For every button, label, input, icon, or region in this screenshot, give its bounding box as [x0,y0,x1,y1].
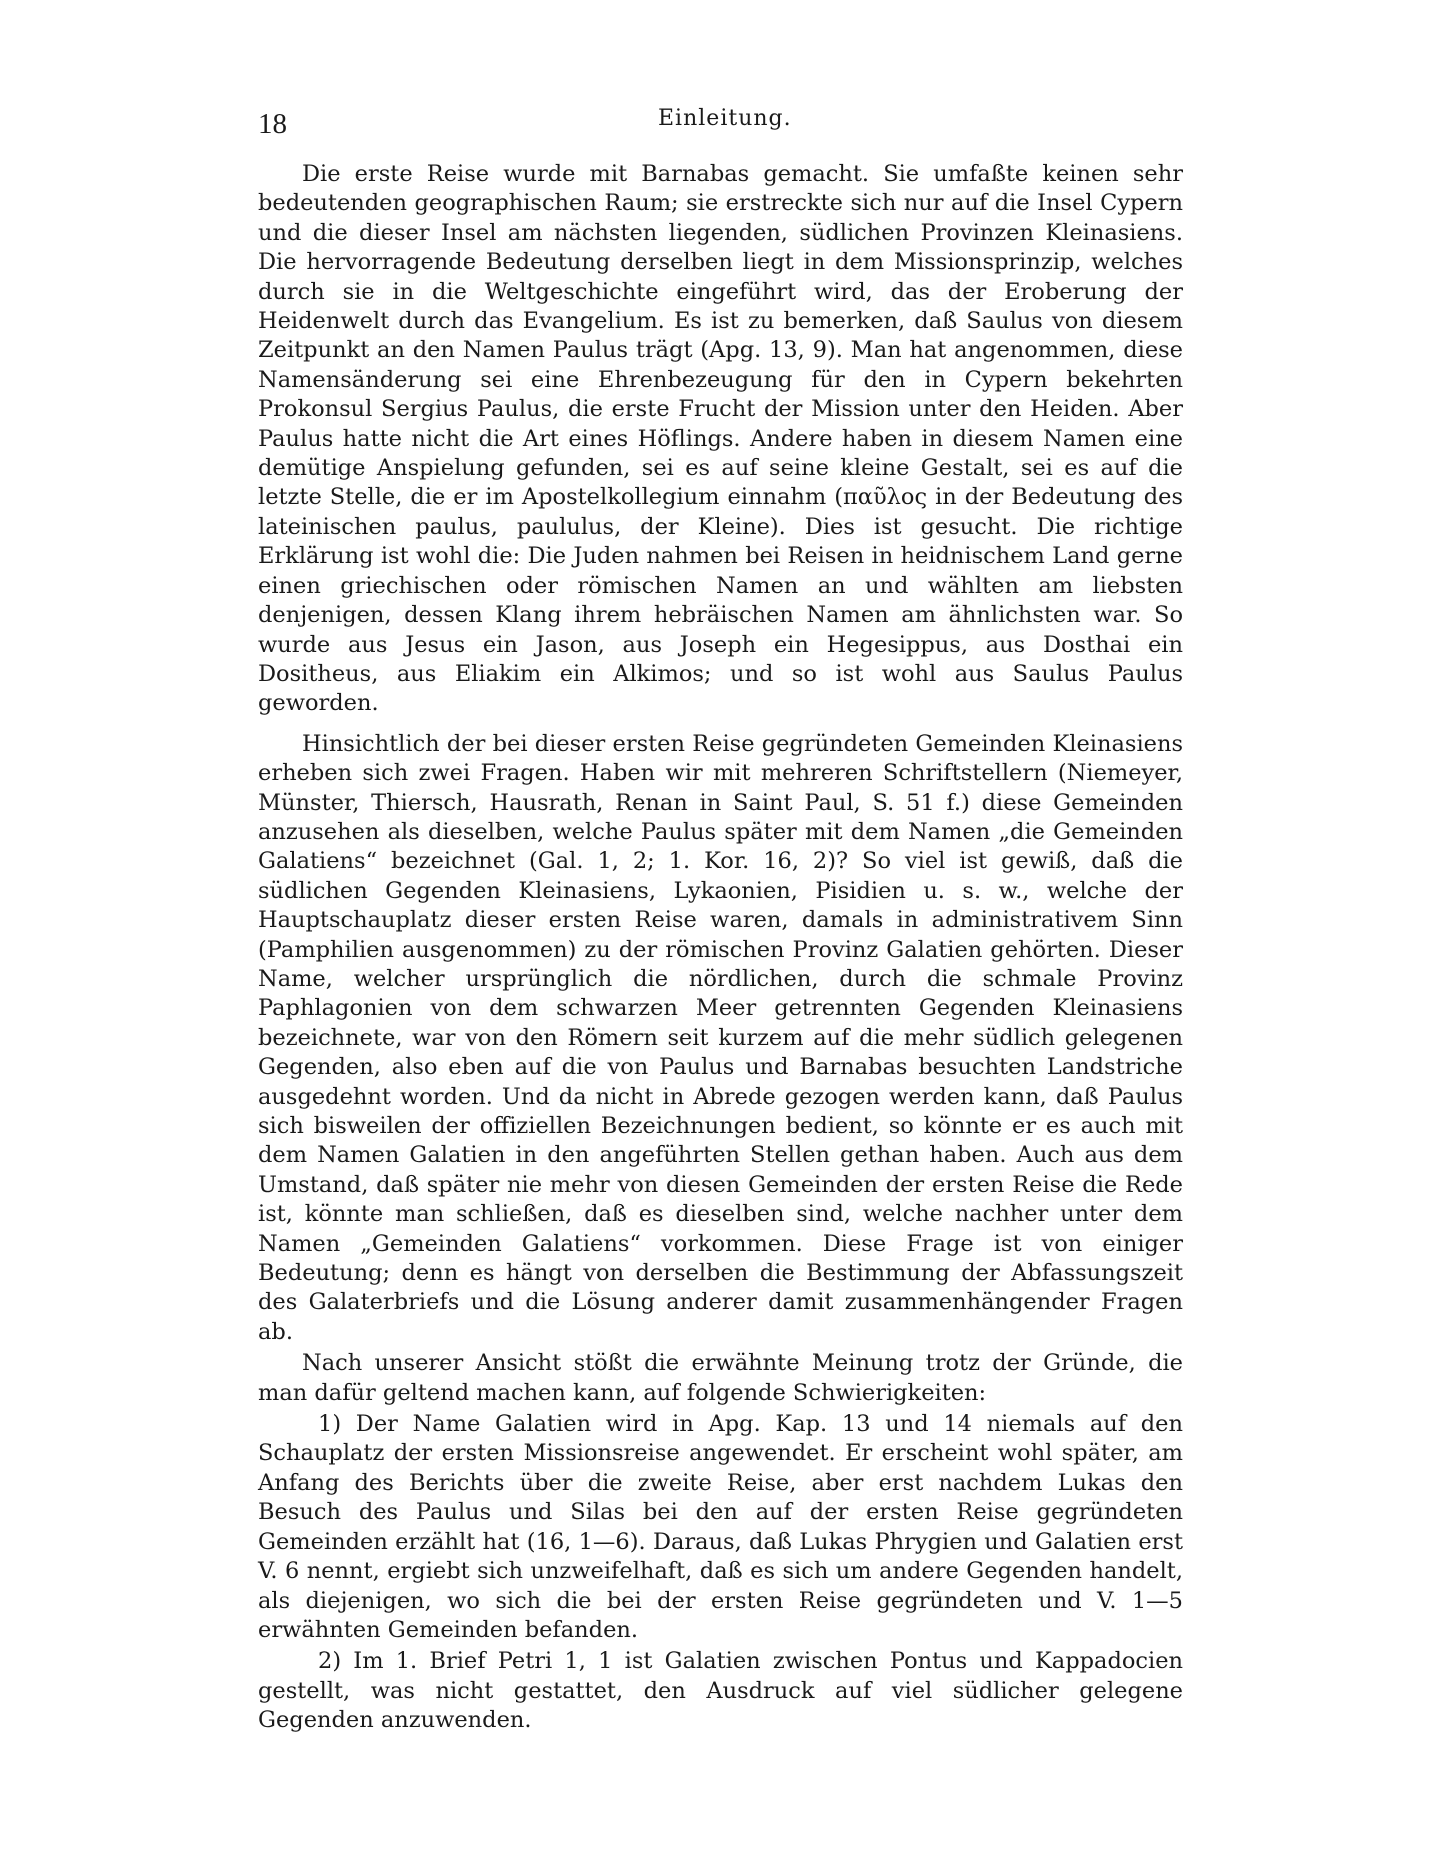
running-head: Einleitung. [658,106,792,131]
paragraph-objections-intro: Nach unserer Ansicht stößt die erwähnte Meinung trotz der Gründe, die man dafür geltend machen kann, auf folgende Schwierigkeiten: [258,1350,1183,1406]
list-item-objection-1: 1) Der Name Galatien wird in Apg. Kap. 13 und 14 niemals auf den Schauplatz der ersten Missionsreise angewendet. Er erscheint wohl später, am Anfang des Berichts über die zweite Reise, aber erst nachdem Lukas den Besuch des Paulus und Silas bei den auf der ersten Reise gegründeten Gemeinden erzählt hat (16, 1—6). Daraus, daß Lukas Phrygien und Galatien erst V. 6 nennt, ergiebt sich unzweifelhaft, daß es sich um andere Gegenden handelt, als diejenigen, wo sich die bei der ersten Reise gegründeten und V. 1—5 erwähnten Gemeinden befanden. [258,1411,1183,1643]
paragraph-first-journey: Die erste Reise wurde mit Barnabas gemacht. Sie umfaßte keinen sehr bedeutenden geographischen Raum; sie erstreckte sich nur auf die Insel Cypern und die dieser Insel am nächsten liegenden, südlichen Provinzen Kleinasiens. Die hervorragende Bedeutung derselben liegt in dem Missionsprinzip, welches durch sie in die Weltgeschichte eingeführt wird, das der Eroberung der Heidenwelt durch das Evangelium. Es ist zu bemerken, daß Saulus von diesem Zeitpunkt an den Namen Paulus trägt (Apg. 13, 9). Man hat angenommen, diese Namensänderung sei eine Ehrenbezeugung für den in Cypern bekehrten Prokonsul Sergius Paulus, die erste Frucht der Mission unter den Heiden. Aber Paulus hatte nicht die Art eines Höflings. Andere haben in diesem Namen eine demütige Anspielung gefunden, sei es auf seine kleine Gestalt, sei es auf die letzte Stelle, die er im Apostelkollegium einnahm (παῦλος in der Bedeutung des lateinischen paulus, paululus, der Kleine). Dies ist gesucht. Die richtige Erklärung ist wohl die: Die Juden nahmen bei Reisen in heidnischem Land gerne einen griechischen oder römischen Namen an und wählten am liebsten denjenigen, dessen Klang ihrem hebräischen Namen am ähnlichsten war. So wurde aus Jesus ein Jason, aus Joseph ein Hegesippus, aus Dosthai ein Dositheus, aus Eliakim ein Alkimos; und so ist wohl aus Saulus Paulus geworden. [258,161,1183,717]
body-text [258,160,1183,1736]
page-number: 18 [258,108,287,140]
paragraph-galatian-communities: Hinsichtlich der bei dieser ersten Reise gegründeten Gemeinden Kleinasiens erheben sich zwei Fragen. Haben wir mit mehreren Schriftstellern (Niemeyer, Münster, Thiersch, Hausrath, Renan in Saint Paul, S. 51 f.) diese Gemeinden anzusehen als dieselben, welche Paulus später mit dem Namen „die Gemeinden Galatiens“ bezeichnet (Gal. 1, 2; 1. Kor. 16, 2)? So viel ist gewiß, daß die südlichen Gegenden Kleinasiens, Lykaonien, Pisidien u. s. w., welche der Hauptschauplatz dieser ersten Reise waren, damals in administrativem Sinn (Pamphilien ausgenommen) zu der römischen Provinz Galatien gehörten. Dieser Name, welcher ursprünglich die nördlichen, durch die schmale Provinz Paphlagonien von dem schwarzen Meer getrennten Gegenden Kleinasiens bezeichnete, war von den Römern seit kurzem auf die mehr südlich gelegenen Gegenden, also eben auf die von Paulus und Barnabas besuchten Landstriche ausgedehnt worden. Und da nicht in Abrede gezogen werden kann, daß Paulus sich bisweilen der offiziellen Bezeichnungen bedient, so könnte er es auch mit dem Namen Galatien in den angeführten Stellen gethan haben. Auch aus dem Umstand, daß später nie mehr von diesen Gemeinden der ersten Reise die Rede ist, könnte man schließen, daß es dieselben sind, welche nachher unter dem Namen „Gemeinden Galatiens“ vorkommen. Diese Frage ist von einiger Bedeutung; denn es hängt von derselben die Bestimmung der Abfassungszeit des Galaterbriefs und die Lösung anderer damit zusammenhängender Fragen ab. [258,730,1183,1345]
list-item-objection-2: 2) Im 1. Brief Petri 1, 1 ist Galatien zwischen Pontus und Kappadocien gestellt, was nicht gestattet, den Ausdruck auf viel südlicher gelegene Gegenden anzuwenden. [258,1648,1183,1734]
